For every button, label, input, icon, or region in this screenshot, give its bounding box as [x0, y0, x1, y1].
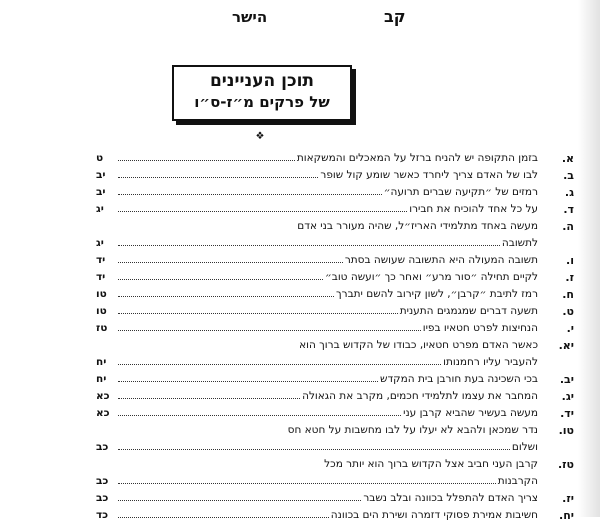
dot-leader	[118, 296, 334, 297]
title-box	[172, 65, 352, 121]
scan-edge	[578, 0, 600, 517]
entry-text: קרבן העני חביב אצל הקדוש ברוך הוא יותר מכל	[324, 458, 538, 470]
toc-entry	[96, 252, 574, 269]
entry-page-number: יד	[96, 254, 106, 266]
entry-number: ד.	[563, 203, 574, 216]
toc-entry	[96, 422, 574, 456]
entry-page-number: טז	[96, 322, 108, 334]
entry-page-number: כב	[96, 441, 109, 453]
entry-number: יב.	[559, 373, 574, 386]
entry-page-number: ט	[96, 152, 104, 164]
entry-text: מעשה באחד מתלמידי האריז״ל, שהיה מעורר בני אדם	[297, 220, 538, 232]
entry-text: מעשה בעשיר שהביא קרבן עני	[403, 407, 538, 419]
entry-page-number: יח	[96, 373, 107, 385]
entry-text: רמזים של ״תקיעה שברים תרועה״	[383, 186, 538, 198]
entry-number: ו.	[566, 254, 574, 267]
entry-text: רמז לתיבת ״קרבן״, לשון קירוב להשם יתברך	[336, 288, 538, 300]
toc-entry	[96, 269, 574, 286]
entry-number: יג.	[561, 390, 574, 403]
dot-leader	[118, 500, 361, 501]
entry-number: יז.	[562, 492, 574, 505]
dot-leader	[118, 245, 500, 246]
entry-number: ב.	[563, 169, 574, 182]
toc-subtitle: של פרקים מ״ז-ס״ו	[194, 93, 330, 111]
entry-page-number: כא	[96, 390, 110, 402]
dot-leader	[118, 517, 329, 518]
entry-page-number: כד	[96, 509, 109, 521]
entry-text: כאשר האדם מפרט חטאיו, כבודו של הקדוש ברוך הוא	[299, 339, 538, 351]
entry-number: טז.	[557, 458, 574, 471]
toc-entry	[96, 184, 574, 201]
entry-page-number: טו	[96, 305, 107, 317]
dot-leader	[118, 415, 401, 416]
toc-entry	[96, 337, 574, 371]
table-of-contents	[96, 150, 574, 524]
entry-number: יא.	[558, 339, 574, 352]
entry-page-number: יב	[96, 186, 106, 198]
entry-text: לקיים תחילה ״סור מרע״ ואחר כך ״ועשה טוב״	[324, 271, 538, 283]
entry-text: המחבר את עצמו לתלמידי חכמים, מקרב את הגאולה	[302, 390, 538, 402]
toc-entry	[96, 405, 574, 422]
entry-page-number: יג	[96, 203, 104, 215]
entry-page-number: כב	[96, 492, 109, 504]
entry-text: הקרבנות	[497, 475, 538, 487]
dot-leader	[118, 194, 382, 195]
entry-text: על כל אחד להוכיח את חבירו	[409, 203, 538, 215]
toc-entry	[96, 388, 574, 405]
entry-page-number: כב	[96, 475, 109, 487]
toc-entry	[96, 456, 574, 490]
dot-leader	[118, 483, 496, 484]
entry-text: תשעה דברים שמגמגים התענית	[399, 305, 538, 317]
toc-entry	[96, 303, 574, 320]
dot-leader	[118, 364, 441, 365]
diamond-ornament-icon: ❖	[255, 131, 265, 142]
dot-leader	[118, 381, 378, 382]
entry-text: צריך האדם להתפלל בכוונה ובלב נשבר	[363, 492, 538, 504]
entry-number: ג.	[564, 186, 574, 199]
running-title: הישר	[232, 8, 268, 26]
dot-leader	[118, 313, 398, 314]
entry-text: להעביר עליו רחמנותו	[443, 356, 538, 368]
entry-number: טו.	[558, 424, 574, 437]
entry-text: תשובה המעולה היא התשובה שעושה בסתר	[344, 254, 538, 266]
entry-text: בזמן התקופה יש להניח ברזל על המאכלים והמשקאות	[296, 152, 538, 164]
dot-leader	[118, 177, 318, 178]
entry-text: נדר שמכאן ולהבא לא יעלו על לבו מחשבות על חטא חס	[287, 424, 538, 436]
toc-title: תוכן העניינים	[209, 71, 315, 91]
toc-entry	[96, 201, 574, 218]
dot-leader	[118, 160, 295, 161]
dot-leader	[118, 262, 343, 263]
dot-leader	[118, 330, 421, 331]
entry-number: ה.	[562, 220, 574, 233]
dot-leader	[118, 398, 300, 399]
dot-leader	[118, 279, 323, 280]
toc-entry	[96, 218, 574, 252]
dot-leader	[118, 449, 510, 450]
toc-entry	[96, 507, 574, 524]
entry-number: י.	[566, 322, 574, 335]
toc-entry	[96, 320, 574, 337]
entry-number: ח.	[562, 288, 574, 301]
toc-entry	[96, 286, 574, 303]
entry-page-number: יב	[96, 169, 106, 181]
entry-page-number: טו	[96, 288, 107, 300]
entry-page-number: יד	[96, 271, 106, 283]
entry-text: לתשובה	[501, 237, 538, 249]
entry-number: ט.	[562, 305, 574, 318]
entry-number: ז.	[565, 271, 574, 284]
entry-page-number: יח	[96, 356, 107, 368]
entry-text: בכי השכינה בעת חורבן בית המקדש	[380, 373, 538, 385]
toc-entry	[96, 150, 574, 167]
entry-page-number: יג	[96, 237, 104, 249]
entry-text: הנחיצות לפרט חטאיו בפיו	[422, 322, 538, 334]
toc-entry	[96, 490, 574, 507]
entry-number: יח.	[559, 509, 574, 522]
entry-number: יד.	[560, 407, 574, 420]
toc-entry	[96, 167, 574, 184]
entry-page-number: כא	[96, 407, 110, 419]
entry-text: ושלום	[511, 441, 538, 453]
toc-entry	[96, 371, 574, 388]
entry-text: לבו של האדם צריך ליחרד כאשר שומע קול שופר	[320, 169, 538, 181]
entry-text: חשיבות אמירת פסוקי דזמרה ושירת הים בכוונה	[330, 509, 538, 521]
entry-number: א.	[561, 152, 574, 165]
page-number: קב	[384, 7, 406, 26]
dot-leader	[118, 211, 407, 212]
